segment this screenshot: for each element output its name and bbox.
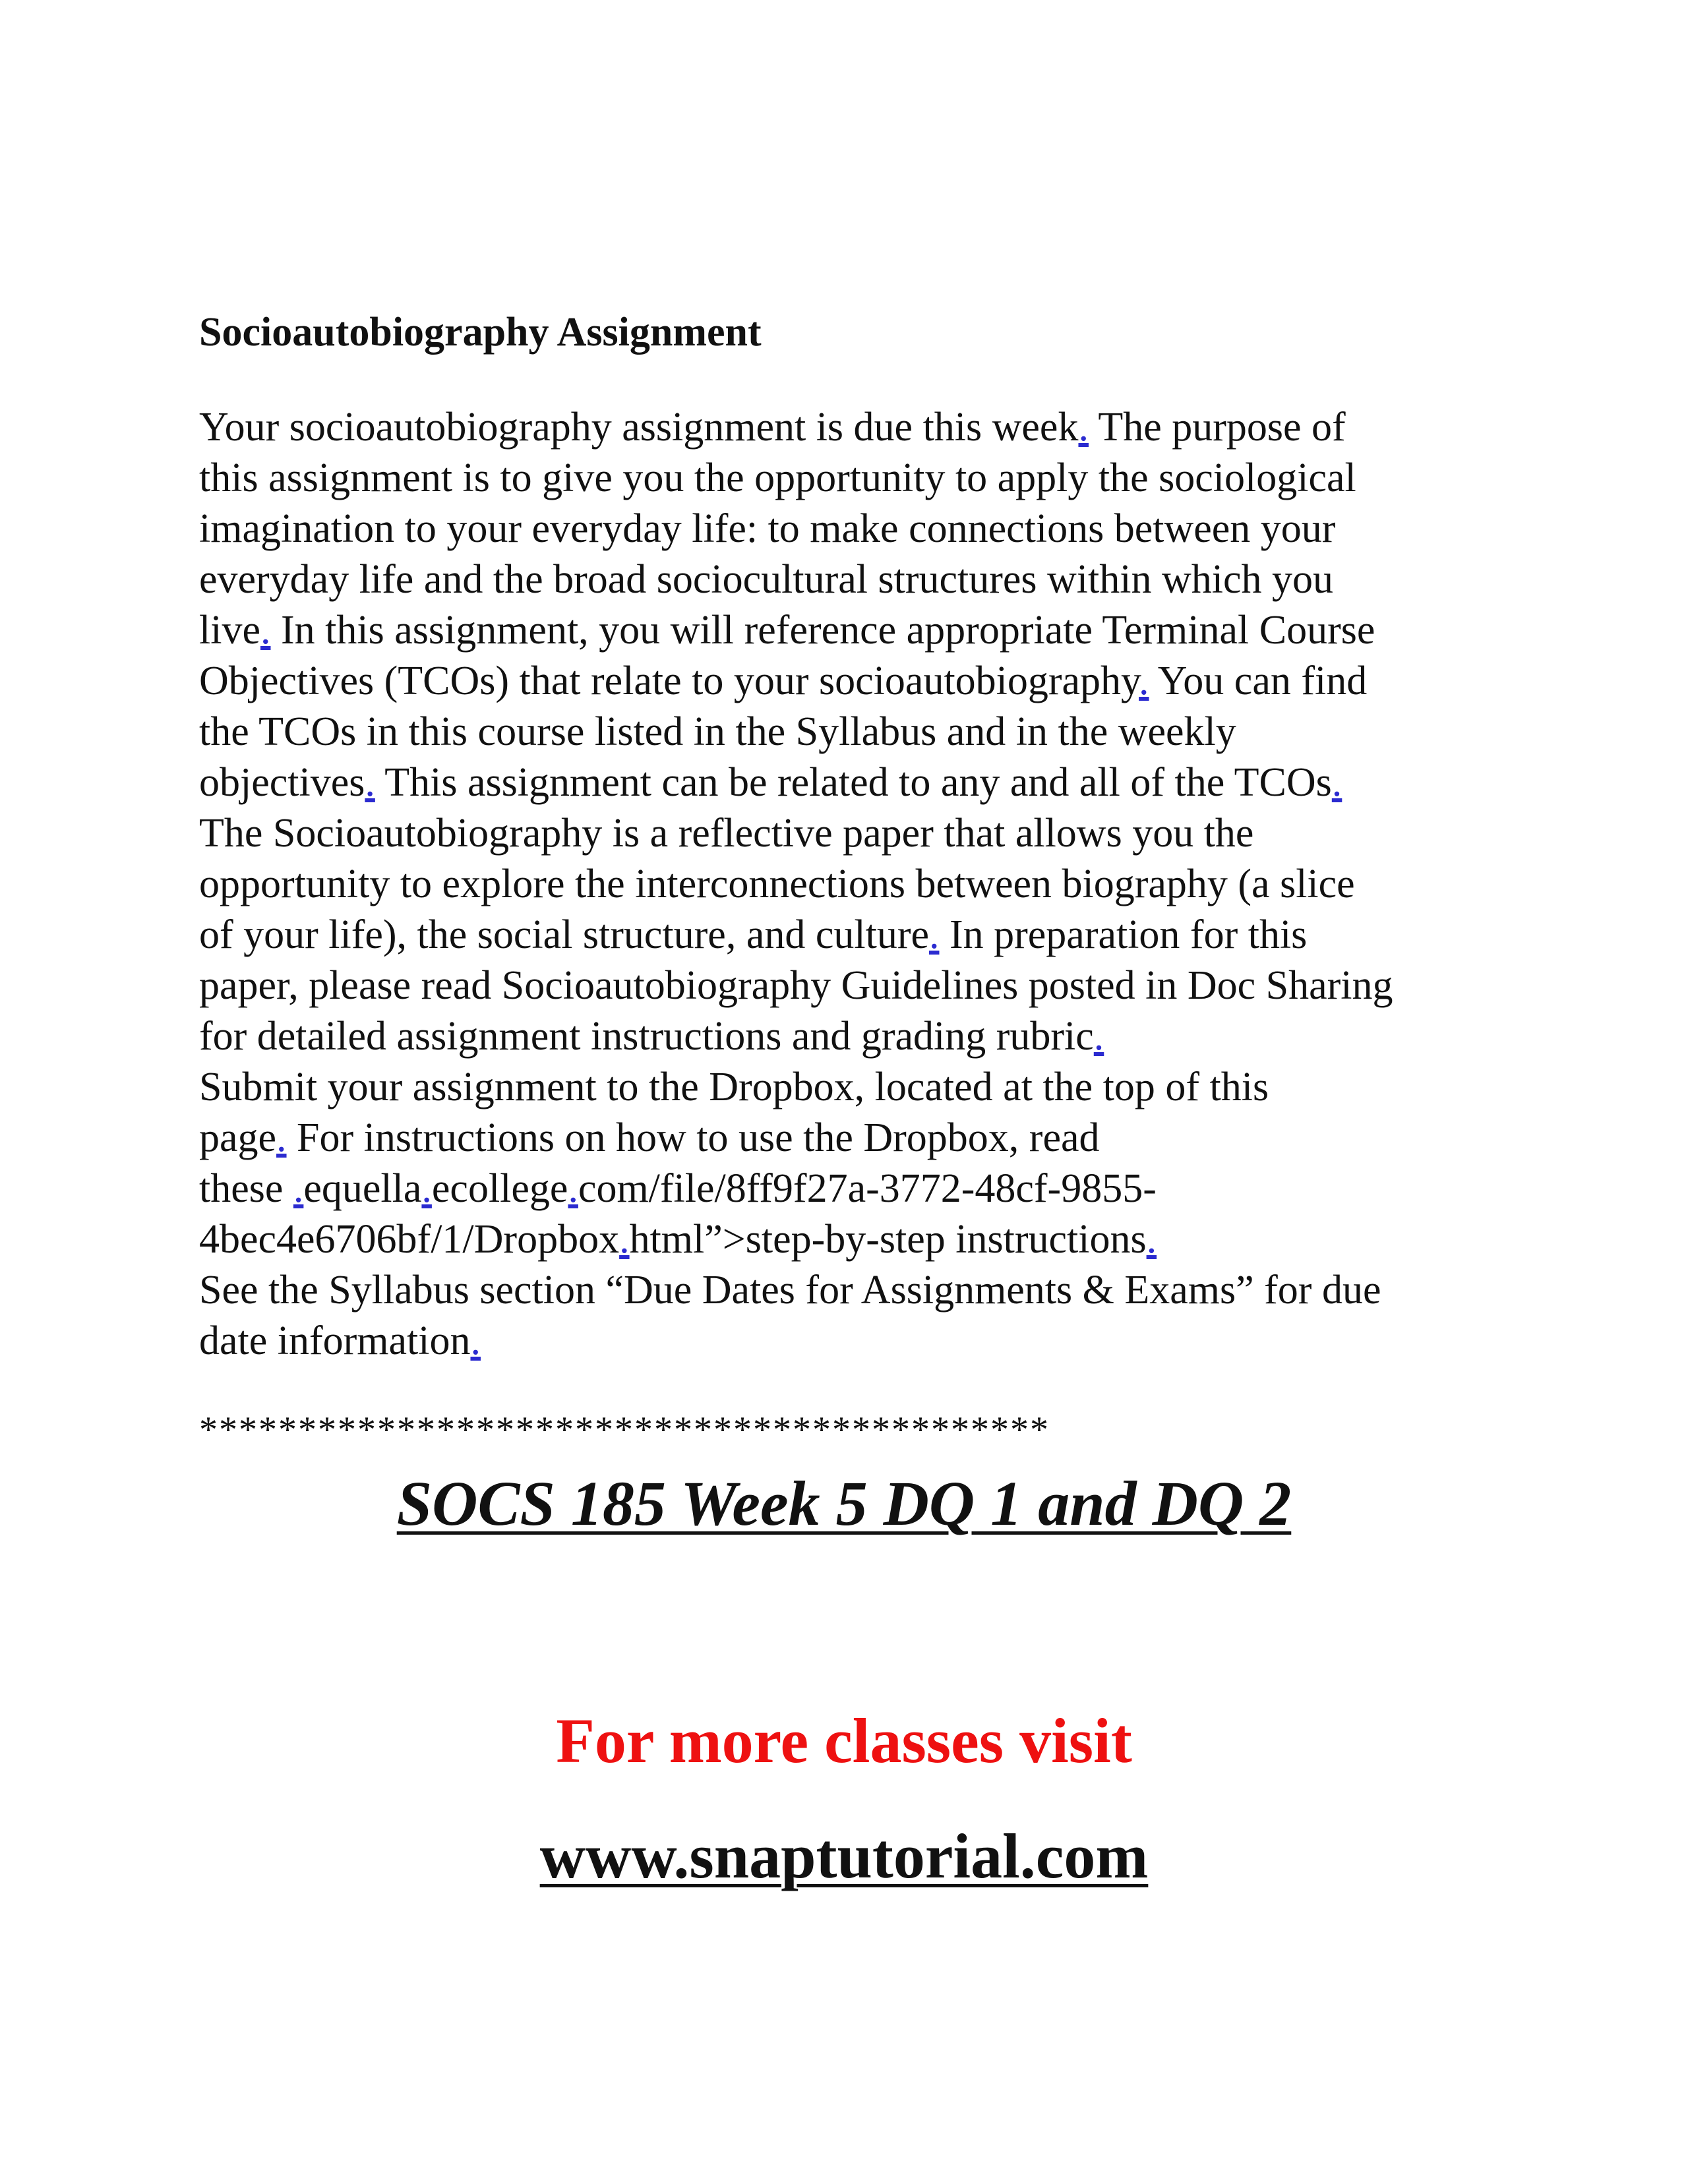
body-line: imagination to your everyday life: to make connections between your bbox=[199, 506, 1336, 551]
link-dot[interactable]: . bbox=[1331, 760, 1342, 805]
link-dot[interactable]: . bbox=[1146, 1217, 1157, 1262]
course-title bbox=[0, 1467, 1688, 1540]
link-dot[interactable]: . bbox=[293, 1166, 304, 1211]
link-dot[interactable]: . bbox=[421, 1166, 432, 1211]
body-line: live. In this assignment, you will reference appropriate Terminal Course bbox=[199, 608, 1375, 653]
body-line: page. For instructions on how to use the Dropbox, read bbox=[199, 1115, 1100, 1160]
assignment-content bbox=[199, 303, 1518, 1451]
link-dot[interactable]: . bbox=[619, 1217, 630, 1262]
body-line: opportunity to explore the interconnections between biography (a slice bbox=[199, 862, 1355, 906]
body-line: of your life), the social structure, and culture. In preparation for this bbox=[199, 912, 1308, 957]
body-line: for detailed assignment instructions and grading rubric. bbox=[199, 1014, 1104, 1059]
assignment-heading: Socioautobiography Assignment bbox=[199, 310, 762, 355]
body-line: this assignment is to give you the opportunity to apply the sociological bbox=[199, 456, 1356, 500]
link-dot[interactable]: . bbox=[470, 1318, 481, 1363]
course-title-text: SOCS 185 Week 5 DQ 1 and DQ 2 bbox=[396, 1468, 1292, 1539]
body-line: Objectives (TCOs) that relate to your socioautobiography. You can find bbox=[199, 659, 1368, 703]
body-line: 4bec4e6706bf/1/Dropbox.html”>step-by-step instructions. bbox=[199, 1217, 1157, 1262]
body-line: Your socioautobiography assignment is due this week. The purpose of bbox=[199, 405, 1346, 450]
body-line: Submit your assignment to the Dropbox, located at the top of this bbox=[199, 1065, 1269, 1109]
link-dot[interactable]: . bbox=[1093, 1014, 1104, 1059]
link-dot[interactable]: . bbox=[928, 912, 940, 957]
body-line: The Socioautobiography is a reflective paper that allows you the bbox=[199, 811, 1254, 856]
link-dot[interactable]: . bbox=[365, 760, 375, 805]
link-dot[interactable]: . bbox=[568, 1166, 578, 1211]
link-dot[interactable]: . bbox=[260, 608, 271, 653]
promo-text: For more classes visit bbox=[556, 1705, 1132, 1776]
website-link[interactable] bbox=[0, 1819, 1688, 1893]
body-line: date information. bbox=[199, 1318, 481, 1363]
body-line: these .equella.ecollege.com/file/8ff9f27a-3772-48cf-9855- bbox=[199, 1166, 1157, 1211]
link-dot[interactable]: . bbox=[276, 1115, 287, 1160]
link-dot[interactable]: . bbox=[1078, 405, 1089, 450]
body-line: See the Syllabus section “Due Dates for Assignments & Exams” for due bbox=[199, 1268, 1381, 1313]
assignment-body bbox=[199, 402, 1518, 1367]
body-line: paper, please read Socioautobiography Guidelines posted in Doc Sharing bbox=[199, 963, 1393, 1008]
body-line: objectives. This assignment can be related to any and all of the TCOs. bbox=[199, 760, 1342, 805]
separator-stars: ******************************************* bbox=[199, 1409, 1050, 1450]
body-line: everyday life and the broad sociocultural structures within which you bbox=[199, 557, 1333, 602]
website-link-text[interactable]: www.snaptutorial.com bbox=[539, 1821, 1149, 1891]
body-line: the TCOs in this course listed in the Syllabus and in the weekly bbox=[199, 709, 1236, 754]
link-dot[interactable]: . bbox=[1139, 659, 1149, 703]
